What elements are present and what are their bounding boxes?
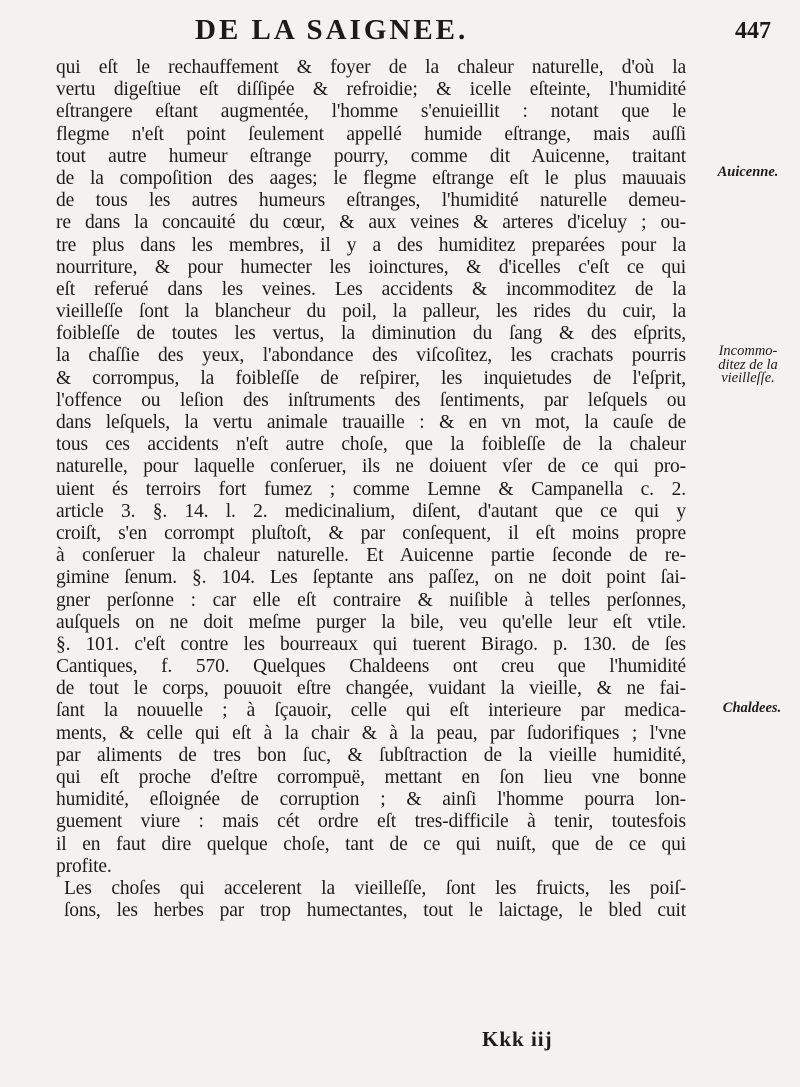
text-line: guement viure : mais cét ordre eſt tres-difficile à tenir, toutesfois	[56, 811, 686, 833]
main-text	[56, 57, 686, 922]
text-line: ſant la nouuelle ; à ſçauoir, celle qui eſt interieure par medica-	[56, 700, 686, 722]
margin-note-line: ditez de la	[718, 356, 778, 373]
text-line: de tout le corps, pouuoit eſtre changée, vuidant la vieille, & ne fai-	[56, 678, 686, 700]
margin-note-line: Auicenne.	[717, 164, 779, 180]
text-line: vieilleſſe ſont la blancheur du poil, la palleur, les rides du cuir, la	[56, 301, 686, 323]
margin-note-line: vieilleſſe.	[721, 370, 775, 386]
text-line: de tous les autres humeurs eſtranges, l'humidité naturelle demeu-	[56, 190, 686, 212]
text-line: & corrompus, la foibleſſe de reſpirer, les inquietudes de l'eſprit,	[56, 367, 686, 389]
text-line: eſt referué dans les veines. Les accidents & incommoditez de la	[56, 278, 686, 300]
text-line: naturelle, pour laquelle conſeruer, ils ne doiuent vſer de ce qui pro-	[56, 456, 686, 478]
text-line: ments, & celle qui eſt à la chair & à la peau, par ſudorifiques ; l'vne	[56, 722, 686, 744]
text-line: tous ces accidents n'eſt autre choſe, que la foibleſſe de la chaleur	[56, 434, 686, 456]
text-line: §. 101. c'eſt contre les bourreaux qui tuerent Birago. p. 130. de ſes	[56, 633, 686, 655]
text-line: vertu digeſtiue eſt diſſipée & refroidie; & icelle eſteinte, l'humidité	[56, 79, 686, 101]
text-line: par aliments de tres bon ſuc, & ſubſtraction de la vieille humidité,	[56, 744, 686, 766]
margin-note-incommoditez	[712, 345, 784, 386]
text-line: à conſeruer la chaleur naturelle. Et Auicenne partie ſeconde de re-	[56, 545, 686, 567]
text-line: nourriture, & pour humecter les ioinctures, & d'icelles c'eſt ce qui	[56, 256, 686, 278]
text-line: Cantiques, f. 570. Quelques Chaldeens ont creu que l'humidité	[56, 656, 686, 678]
text-line: la chaſſie des yeux, l'abondance des viſcoſitez, les crachats pourris	[56, 345, 686, 367]
text-line: foibleſſe de toutes les vertus, la diminution du ſang & des eſprits,	[56, 323, 686, 345]
text-line: ſons, les herbes par trop humectantes, tout le laictage, le bled cuit	[64, 900, 686, 922]
text-line: croiſt, s'en corrompt pluſtoſt, & par conſequent, il eſt moins propre	[56, 522, 686, 544]
text-line: eſtrangere eſtant augmentée, l'homme s'enuieillit : notant que le	[56, 101, 686, 123]
text-line: auſquels on ne doit meſme purger la bile, veu qu'elle leur eſt vtile.	[56, 611, 686, 633]
text-line: humidité, eſloignée de corruption ; & ainſi l'homme pourra lon-	[56, 789, 686, 811]
running-title: DE LA SAIGNEE.	[195, 14, 469, 46]
signature-mark: Kkk iij	[482, 1027, 553, 1051]
text-line: l'offence ou leſion des inſtruments des ſentiments, par leſquels ou	[56, 389, 686, 411]
page-number: 447	[735, 18, 771, 44]
margin-note-line: Incommo-	[718, 343, 778, 359]
text-line: de la compoſition des aages; le flegme eſtrange eſt le plus mauuais	[56, 167, 686, 189]
text-line: dans leſquels, la vertu animale trauaille : & en vn mot, la cauſe de	[56, 412, 686, 433]
text-line: gimine ſenum. §. 104. Les ſeptante ans paſſez, on ne doit point ſai-	[56, 567, 686, 589]
text-line: article 3. §. 14. l. 2. medicinalium, diſent, d'autant que ce qui y	[56, 500, 686, 522]
text-line: flegme n'eſt point ſeulement appellé humide eſtrange, mais auſſi	[56, 123, 686, 145]
text-line: qui eſt proche d'eſtre corrompuë, mettant en ſon lieu vne bonne	[56, 767, 686, 788]
text-line: il en faut dire quelque choſe, tant de ce qui nuiſt, que de ce qui	[56, 833, 686, 855]
text-line: Les choſes qui accelerent la vieilleſſe, ſont les fruicts, les poiſ-	[64, 877, 686, 899]
text-line: tre plus dans les membres, il y a des humiditez preparées pour la	[56, 234, 686, 256]
text-line: uient és terroirs fort fumez ; comme Lemne & Campanella c. 2.	[56, 478, 686, 500]
text-line: qui eſt le rechauffement & foyer de la chaleur naturelle, d'où la	[56, 57, 686, 78]
text-line: gner perſonne : car elle eſt contraire & nuiſible à telles perſonnes,	[56, 589, 686, 611]
margin-note-auicenne	[712, 166, 784, 180]
margin-note-line: Chaldees.	[722, 700, 782, 716]
text-line: tout autre humeur eſtrange pourry, comme dit Auicenne, traitant	[56, 145, 686, 167]
text-line: re dans la concauité du cœur, & aux veines & arteres d'iceluy ; ou-	[56, 212, 686, 234]
text-line: profite.	[56, 855, 112, 877]
margin-note-chaldees	[716, 702, 788, 716]
